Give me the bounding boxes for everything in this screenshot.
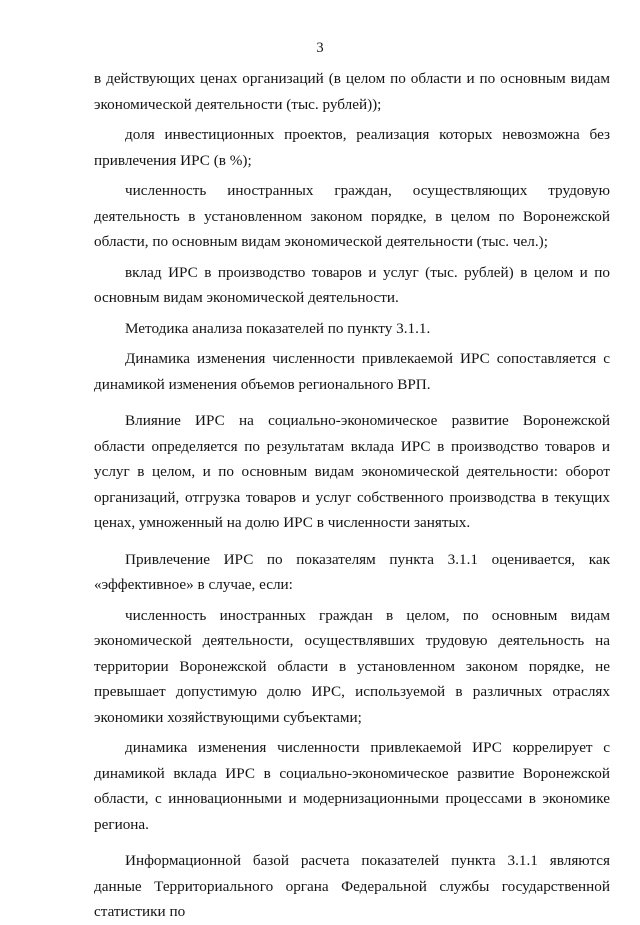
paragraph-3: численность иностранных граждан, осуществляющих трудовую деятельность в установленном законом порядке, в целом по Воронежской области, по основным видам экономической деятельности (тыс. чел.);: [94, 182, 610, 250]
paragraph-2: доля инвестиционных проектов, реализация которых невозможна без привлечения ИРС (в %);: [94, 126, 610, 169]
paragraph-11: Информационной базой расчета показателей пункта 3.1.1 являются данные Территориального органа Федеральной службы государственной статистики по: [94, 852, 610, 920]
paragraph-5: Методика анализа показателей по пункту 3.1.1.: [125, 319, 431, 337]
paragraph-9: численность иностранных граждан в целом, по основным видам экономической деятельности, осуществлявших трудовую деятельность на территории Воронежской области в установленном законом порядке, не превышает допустимую долю ИРС, используемой в различных отраслях экономики хозяйствующими субъектами;: [94, 606, 610, 726]
paragraph-6: Динамика изменения численности привлекаемой ИРС сопоставляется с динамикой изменения объемов регионального ВРП.: [94, 350, 610, 393]
paragraph-10: динамика изменения численности привлекаемой ИРС коррелирует с динамикой вклада ИРС в социально-экономическое развитие Воронежской области, с инновационными и модернизационными процессами в экономике региона.: [94, 739, 610, 833]
paragraph-8: Привлечение ИРС по показателям пункта 3.1.1 оценивается, как «эффективное» в случае, если:: [94, 550, 610, 593]
paragraph-1: в действующих ценах организаций (в целом по области и по основным видам экономической деятельности (тыс. рублей));: [94, 70, 610, 113]
paragraph-4: вклад ИРС в производство товаров и услуг (тыс. рублей) в целом и по основным видам экономической деятельности.: [94, 263, 610, 306]
paragraph-7: Влияние ИРС на социально-экономическое развитие Воронежской области определяется по результатам вклада ИРС в производство товаров и услуг в целом, и по основным видам экономической деятельности: оборот организаций, отгрузка товаров и услуг собственного производства в текущих ценах, умноженный на долю ИРС в численности занятых.: [94, 412, 610, 531]
page-number: 3: [316, 40, 324, 56]
